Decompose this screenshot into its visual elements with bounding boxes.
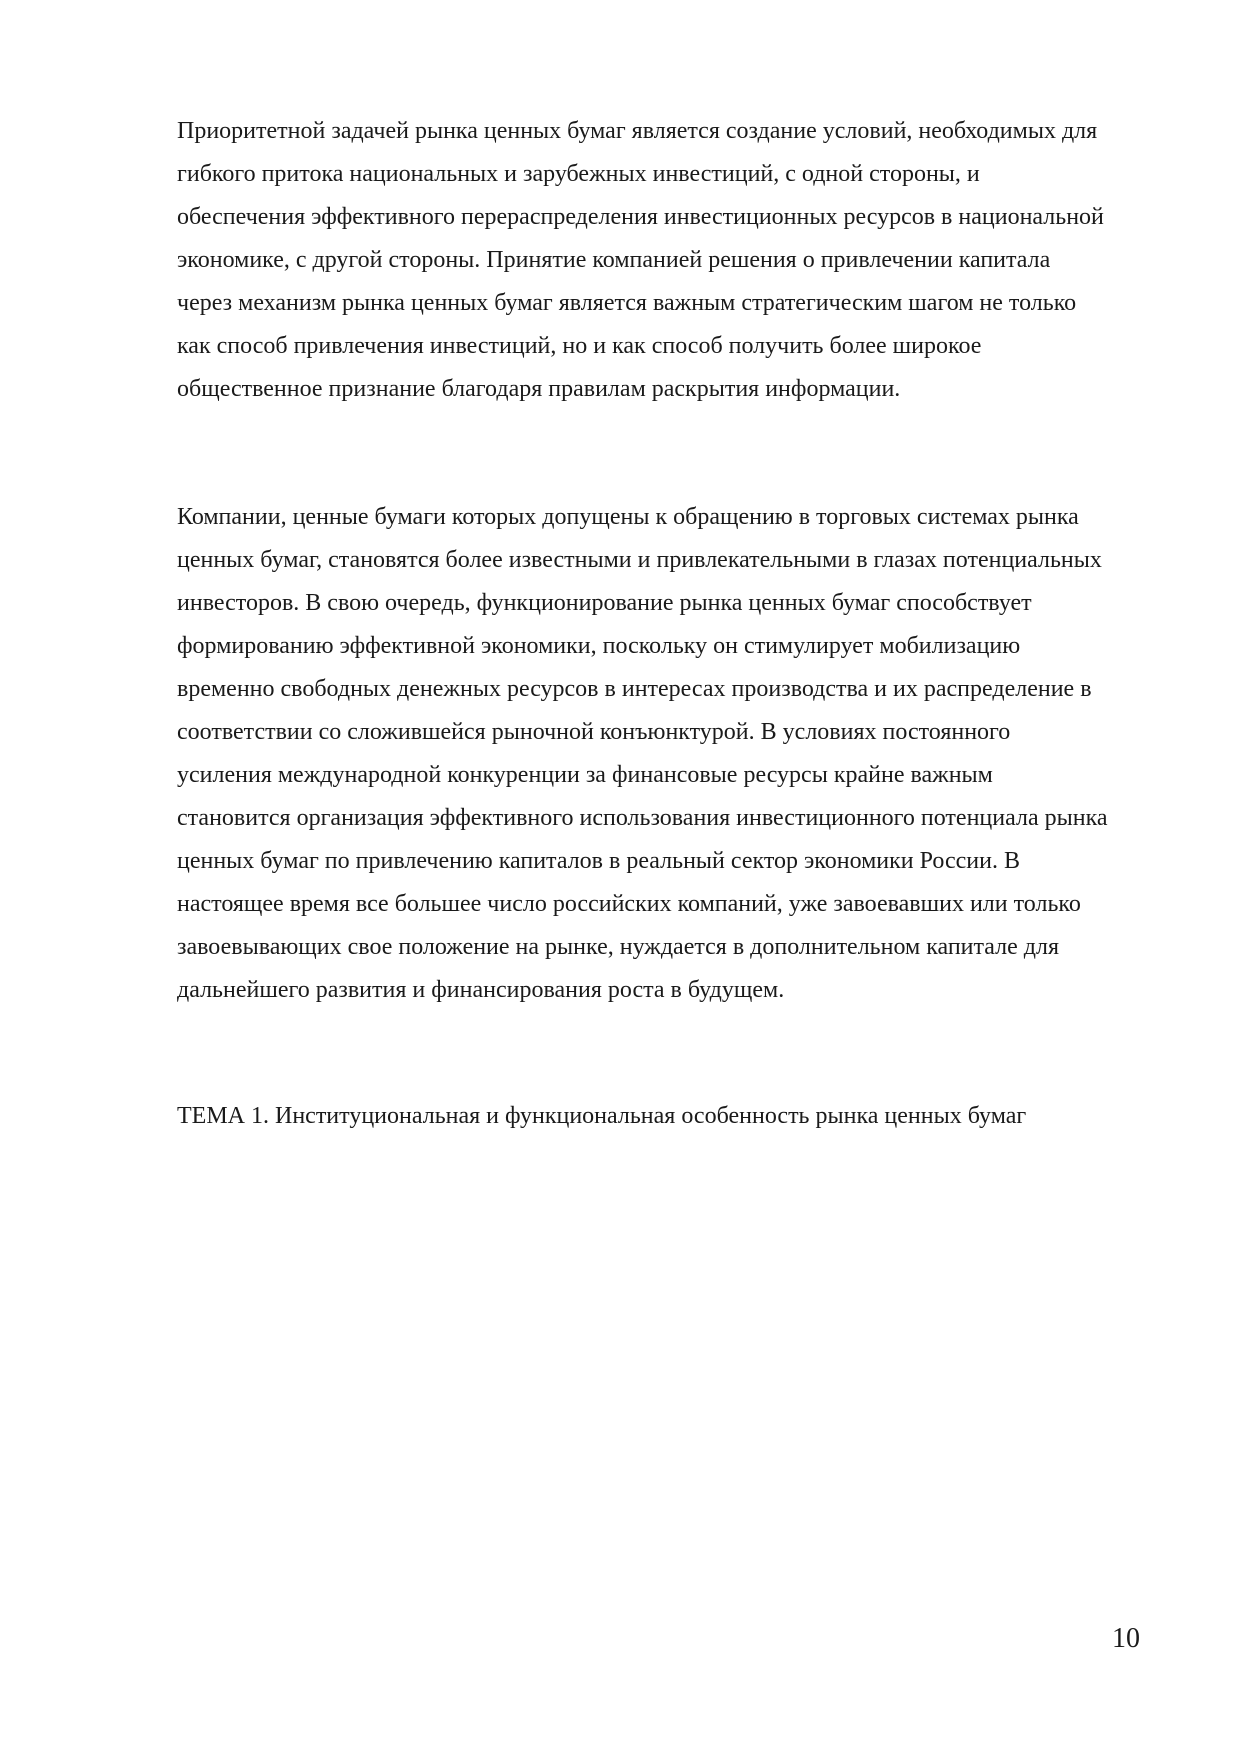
text-line: временно свободных денежных ресурсов в интересах производства и их распределение в (177, 676, 1092, 702)
page-number: 10 (1112, 1623, 1140, 1654)
text-line: Компании, ценные бумаги которых допущены к обращению в торговых системах рынка (177, 504, 1079, 530)
text-line: экономике, с другой стороны. Принятие компанией решения о привлечении капитала (177, 247, 1051, 273)
text-line: ценных бумаг по привлечению капиталов в реальный сектор экономики России. В (177, 848, 1020, 874)
text-line: инвесторов. В свою очередь, функционирование рынка ценных бумаг способствует (177, 590, 1032, 616)
text-line: общественное признание благодаря правилам раскрытия информации. (177, 376, 901, 402)
text-line: усиления международной конкуренции за финансовые ресурсы крайне важным (177, 762, 993, 788)
text-line: настоящее время все большее число российских компаний, уже завоевавших или только (177, 891, 1081, 917)
text-line: обеспечения эффективного перераспределения инвестиционных ресурсов в национальной (177, 204, 1104, 230)
text-line: гибкого притока национальных и зарубежных инвестиций, с одной стороны, и (177, 161, 980, 187)
text-line: Приоритетной задачей рынка ценных бумаг является создание условий, необходимых для (177, 118, 1098, 144)
text-line: как способ привлечения инвестиций, но и как способ получить более широкое (177, 333, 982, 359)
paragraph-2 (177, 496, 1157, 1012)
text-line: становится организация эффективного использования инвестиционного потенциала рынка (177, 805, 1108, 831)
text-line: завоевывающих свое положение на рынке, нуждается в дополнительном капитале для (177, 934, 1060, 960)
paragraph-1 (177, 110, 1157, 411)
text-line: дальнейшего развития и финансирования роста в будущем. (177, 977, 785, 1003)
text-line: соответствии со сложившейся рыночной конъюнктурой. В условиях постоянного (177, 719, 1011, 745)
text-line: через механизм рынка ценных бумаг является важным стратегическим шагом не только (177, 290, 1077, 316)
text-line: ценных бумаг, становятся более известными и привлекательными в глазах потенциальных (177, 547, 1102, 573)
text-line: формированию эффективной экономики, поскольку он стимулирует мобилизацию (177, 633, 1021, 659)
section-heading: ТЕМА 1. Институциональная и функциональная особенность рынка ценных бумаг (177, 1103, 1027, 1129)
